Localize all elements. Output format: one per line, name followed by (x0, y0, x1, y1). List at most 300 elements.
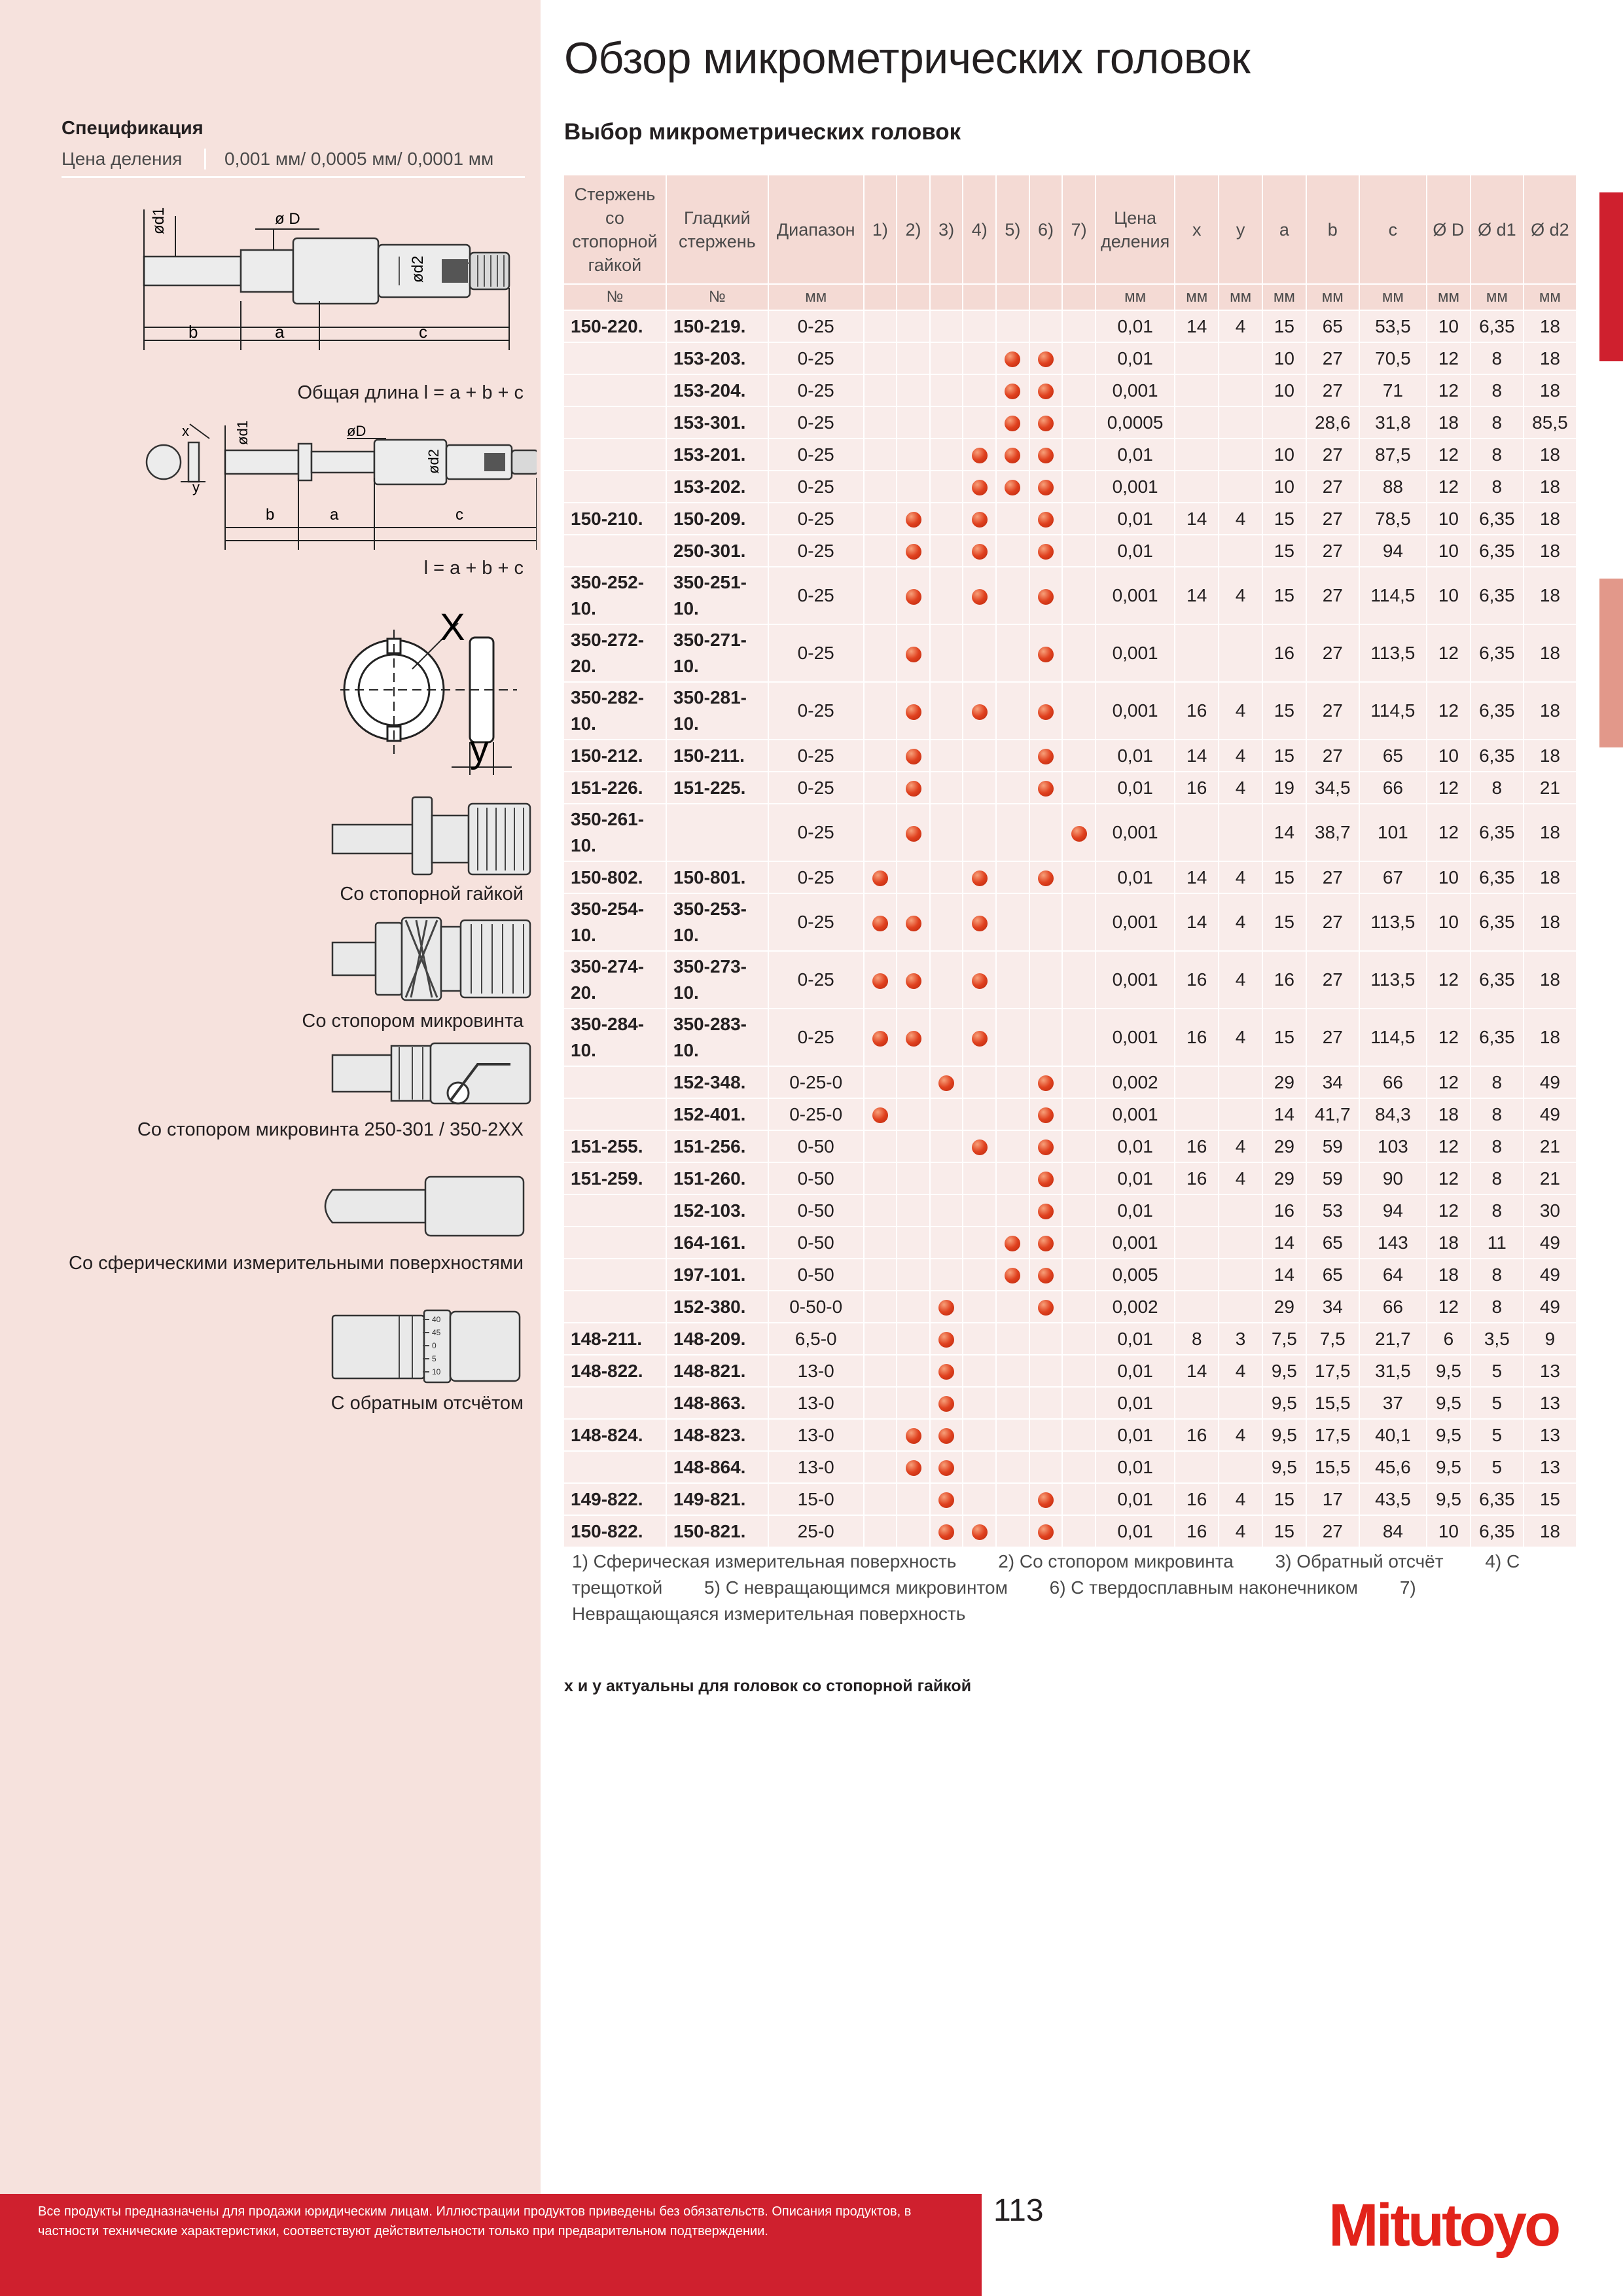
cell-feature-7 (1062, 1451, 1096, 1483)
table-header-cell: 6) (1029, 175, 1063, 284)
cell-feature-5 (996, 1098, 1029, 1130)
cell-feature-5 (996, 374, 1029, 406)
cell-d1: 8 (1471, 1291, 1524, 1323)
cell-feature-6 (1029, 1483, 1063, 1515)
cell-feature-7 (1062, 740, 1096, 772)
cell-feature-5 (996, 804, 1029, 861)
cell-b: 27 (1306, 471, 1359, 503)
cell-resolution: 0,01 (1096, 503, 1175, 535)
cell-c: 53,5 (1359, 310, 1427, 342)
table-header-cell: Ø d2 (1524, 175, 1577, 284)
cell-feature-2 (897, 1387, 930, 1419)
cell-d1: 11 (1471, 1227, 1524, 1259)
cell-feature-2 (897, 535, 930, 567)
cell-feature-5 (996, 1162, 1029, 1194)
table-unit-cell: мм (1262, 284, 1306, 310)
feature-dot-icon (972, 704, 988, 720)
label-a-2: a (330, 506, 339, 524)
cell-c: 21,7 (1359, 1323, 1427, 1355)
cell-feature-1 (864, 861, 897, 893)
cell-feature-1 (864, 374, 897, 406)
table-row (564, 342, 1577, 374)
table-header-cell: 7) (1062, 175, 1096, 284)
cell-c: 65 (1359, 740, 1427, 772)
cell-D: 10 (1427, 503, 1471, 535)
caption-spindle-lock-250: Со стопором микровинта 250-301 / 350-2XX (137, 1119, 524, 1140)
cell-d1: 6,35 (1471, 567, 1524, 624)
cell-feature-1 (864, 342, 897, 374)
cell-feature-5 (996, 1419, 1029, 1451)
table-header-cell: Гладкий стержень (666, 175, 768, 284)
cell-y: 4 (1219, 1130, 1262, 1162)
cell-d1: 8 (1471, 342, 1524, 374)
cell-resolution: 0,01 (1096, 1194, 1175, 1227)
cell-feature-6 (1029, 439, 1063, 471)
cell-feature-4 (963, 439, 996, 471)
feature-dot-icon (1038, 1236, 1054, 1251)
cell-y (1219, 624, 1262, 682)
cell-feature-4 (963, 567, 996, 624)
feature-dot-icon (1005, 480, 1020, 495)
cell-x (1175, 624, 1219, 682)
cell-feature-6 (1029, 406, 1063, 439)
cell-feature-4 (963, 1227, 996, 1259)
cell-range: 0-25 (768, 861, 864, 893)
cell-d2: 18 (1524, 342, 1577, 374)
cell-locknut-no: 151-259. (564, 1162, 666, 1194)
cell-feature-6 (1029, 374, 1063, 406)
feature-dot-icon (872, 1031, 888, 1047)
cell-x (1175, 1291, 1219, 1323)
cell-feature-6 (1029, 1098, 1063, 1130)
feature-dot-icon (872, 1107, 888, 1123)
table-row (564, 740, 1577, 772)
cell-a: 16 (1262, 624, 1306, 682)
feature-dot-icon (972, 480, 988, 495)
cell-feature-7 (1062, 1355, 1096, 1387)
cell-d1: 5 (1471, 1451, 1524, 1483)
cell-y (1219, 374, 1262, 406)
cell-plain-no: 148-209. (666, 1323, 768, 1355)
drawing-spherical (59, 1170, 537, 1242)
cell-b: 27 (1306, 503, 1359, 535)
cell-y: 4 (1219, 1515, 1262, 1547)
cell-x (1175, 439, 1219, 471)
drawing-lock-nut (59, 791, 537, 882)
table-unit-cell (1029, 284, 1063, 310)
cell-feature-1 (864, 624, 897, 682)
cell-a: 15 (1262, 1009, 1306, 1066)
table-row (564, 1227, 1577, 1259)
cell-feature-6 (1029, 567, 1063, 624)
cell-locknut-no (564, 1259, 666, 1291)
cell-D: 18 (1427, 406, 1471, 439)
cell-range: 0-50-0 (768, 1291, 864, 1323)
cell-y (1219, 406, 1262, 439)
cell-feature-5 (996, 1483, 1029, 1515)
caption-reverse: С обратным отсчётом (330, 1393, 524, 1414)
cell-a: 10 (1262, 374, 1306, 406)
table-row (564, 374, 1577, 406)
cell-feature-5 (996, 951, 1029, 1009)
cell-feature-4 (963, 1323, 996, 1355)
cell-feature-7 (1062, 893, 1096, 951)
cell-resolution: 0,01 (1096, 861, 1175, 893)
cell-range: 0-25 (768, 374, 864, 406)
cell-feature-3 (930, 1259, 963, 1291)
cell-a: 14 (1262, 1259, 1306, 1291)
table-row (564, 1194, 1577, 1227)
table-unit-cell (963, 284, 996, 310)
cell-feature-6 (1029, 1451, 1063, 1483)
cell-feature-4 (963, 503, 996, 535)
cell-feature-2 (897, 406, 930, 439)
cell-feature-2 (897, 1355, 930, 1387)
cell-b: 27 (1306, 374, 1359, 406)
table-row (564, 1515, 1577, 1547)
cell-resolution: 0,01 (1096, 1419, 1175, 1451)
cell-feature-5 (996, 624, 1029, 682)
cell-resolution: 0,01 (1096, 342, 1175, 374)
cell-feature-4 (963, 1066, 996, 1098)
cell-feature-6 (1029, 804, 1063, 861)
cell-x: 14 (1175, 567, 1219, 624)
cell-locknut-no: 151-255. (564, 1130, 666, 1162)
cell-feature-4 (963, 1451, 996, 1483)
cell-feature-4 (963, 1355, 996, 1387)
cell-feature-4 (963, 342, 996, 374)
cell-feature-5 (996, 1130, 1029, 1162)
cell-plain-no: 153-301. (666, 406, 768, 439)
table-unit-cell: мм (1096, 284, 1175, 310)
cell-locknut-no (564, 471, 666, 503)
cell-feature-5 (996, 772, 1029, 804)
cell-range: 0-25 (768, 893, 864, 951)
cell-a: 10 (1262, 471, 1306, 503)
section-title: Выбор микрометрических головок (564, 119, 961, 145)
cell-plain-no: 153-203. (666, 342, 768, 374)
cell-feature-1 (864, 1162, 897, 1194)
cell-feature-5 (996, 682, 1029, 740)
label-c-2: c (455, 506, 463, 524)
cell-a: 15 (1262, 740, 1306, 772)
cell-feature-3 (930, 439, 963, 471)
cell-x (1175, 471, 1219, 503)
cell-feature-5 (996, 1227, 1029, 1259)
cell-range: 0-25-0 (768, 1066, 864, 1098)
cell-resolution: 0,01 (1096, 1483, 1175, 1515)
cell-x: 14 (1175, 861, 1219, 893)
cell-feature-1 (864, 567, 897, 624)
cell-x: 16 (1175, 1419, 1219, 1451)
cell-feature-2 (897, 503, 930, 535)
feature-dot-icon (1038, 384, 1054, 399)
cell-feature-4 (963, 1483, 996, 1515)
cell-feature-3 (930, 772, 963, 804)
cell-D: 10 (1427, 310, 1471, 342)
cell-range: 0-25-0 (768, 1098, 864, 1130)
footnote-item: 4) С трещоткой (572, 1551, 1520, 1598)
cell-resolution: 0,005 (1096, 1259, 1175, 1291)
cell-feature-1 (864, 1227, 897, 1259)
cell-d1: 6,35 (1471, 682, 1524, 740)
feature-dot-icon (972, 1139, 988, 1155)
cell-d1: 6,35 (1471, 503, 1524, 535)
cell-plain-no: 148-863. (666, 1387, 768, 1419)
feature-dot-icon (938, 1364, 954, 1380)
caption-spindle-lock: Со стопором микровинта (302, 1011, 524, 1031)
label-X-big: X (440, 606, 465, 649)
table-row (564, 1009, 1577, 1066)
cell-resolution: 0,002 (1096, 1066, 1175, 1098)
feature-dot-icon (906, 1031, 921, 1047)
cell-feature-5 (996, 861, 1029, 893)
cell-y: 4 (1219, 1009, 1262, 1066)
feature-dot-icon (972, 589, 988, 605)
cell-feature-1 (864, 1387, 897, 1419)
cell-range: 0-25 (768, 951, 864, 1009)
label-D-2: øD (347, 423, 366, 439)
cell-d2: 21 (1524, 1130, 1577, 1162)
cell-b: 27 (1306, 682, 1359, 740)
selection-table (564, 175, 1577, 1547)
cell-c: 114,5 (1359, 567, 1427, 624)
cell-D: 9,5 (1427, 1483, 1471, 1515)
cell-d1: 5 (1471, 1387, 1524, 1419)
footer-disclaimer: Все продукты предназначены для продажи юридическим лицам. Иллюстрации продуктов приведены без обязательств. Описания продуктов, в частности технические характеристики, соответствуют действительности только при предварительном подтверждении. (38, 2204, 912, 2238)
drawing-head-dimensions (59, 203, 537, 373)
cell-feature-7 (1062, 503, 1096, 535)
feature-dot-icon (1038, 1204, 1054, 1219)
cell-range: 0-25 (768, 740, 864, 772)
cell-d2: 49 (1524, 1098, 1577, 1130)
cell-D: 9,5 (1427, 1451, 1471, 1483)
cell-feature-4 (963, 1387, 996, 1419)
cell-feature-4 (963, 1515, 996, 1547)
cell-plain-no: 150-821. (666, 1515, 768, 1547)
cell-d1: 6,35 (1471, 804, 1524, 861)
cell-feature-6 (1029, 1291, 1063, 1323)
feature-dot-icon (1038, 416, 1054, 431)
cell-b: 59 (1306, 1162, 1359, 1194)
cell-d1: 8 (1471, 1130, 1524, 1162)
cell-c: 87,5 (1359, 439, 1427, 471)
feature-dot-icon (938, 1428, 954, 1444)
caption-lock-nut: Со стопорной гайкой (340, 884, 524, 905)
cell-c: 84,3 (1359, 1098, 1427, 1130)
cell-a: 15 (1262, 535, 1306, 567)
cell-feature-5 (996, 1387, 1029, 1419)
cell-feature-7 (1062, 342, 1096, 374)
feature-dot-icon (972, 1031, 988, 1047)
cell-feature-3 (930, 1098, 963, 1130)
cell-feature-1 (864, 503, 897, 535)
cell-b: 27 (1306, 342, 1359, 374)
cell-locknut-no (564, 342, 666, 374)
cell-locknut-no: 150-210. (564, 503, 666, 535)
cell-c: 113,5 (1359, 893, 1427, 951)
cell-a: 15 (1262, 1483, 1306, 1515)
cell-feature-7 (1062, 567, 1096, 624)
cell-x: 8 (1175, 1323, 1219, 1355)
cell-feature-2 (897, 1259, 930, 1291)
cell-feature-6 (1029, 740, 1063, 772)
cell-feature-1 (864, 1515, 897, 1547)
cell-c: 94 (1359, 1194, 1427, 1227)
cell-y: 4 (1219, 310, 1262, 342)
feature-dot-icon (1005, 1236, 1020, 1251)
label-c: c (419, 322, 427, 342)
cell-c: 88 (1359, 471, 1427, 503)
cell-d1: 6,35 (1471, 624, 1524, 682)
cell-range: 0-25 (768, 535, 864, 567)
cell-d2: 85,5 (1524, 406, 1577, 439)
cell-locknut-no: 350-252-10. (564, 567, 666, 624)
cell-feature-3 (930, 804, 963, 861)
cell-feature-6 (1029, 471, 1063, 503)
cell-a: 15 (1262, 310, 1306, 342)
table-row (564, 535, 1577, 567)
footnote-item: 1) Сферическая измерительная поверхность (572, 1551, 957, 1571)
cell-locknut-no: 148-824. (564, 1419, 666, 1451)
cell-range: 0-25 (768, 804, 864, 861)
table-row (564, 406, 1577, 439)
cell-feature-4 (963, 624, 996, 682)
cell-feature-4 (963, 893, 996, 951)
cell-D: 12 (1427, 1009, 1471, 1066)
cell-a: 9,5 (1262, 1387, 1306, 1419)
cell-feature-1 (864, 1259, 897, 1291)
cell-locknut-no (564, 439, 666, 471)
table-unit-cell (1062, 284, 1096, 310)
cell-y: 3 (1219, 1323, 1262, 1355)
table-unit-cell: мм (1471, 284, 1524, 310)
cell-D: 9,5 (1427, 1419, 1471, 1451)
cell-b: 27 (1306, 740, 1359, 772)
cell-plain-no: 153-202. (666, 471, 768, 503)
cell-locknut-no: 151-226. (564, 772, 666, 804)
cell-b: 15,5 (1306, 1451, 1359, 1483)
cell-d2: 13 (1524, 1387, 1577, 1419)
cell-feature-6 (1029, 682, 1063, 740)
cell-feature-4 (963, 1098, 996, 1130)
cell-x: 16 (1175, 682, 1219, 740)
cell-b: 27 (1306, 535, 1359, 567)
table-row (564, 804, 1577, 861)
cell-range: 0-25 (768, 567, 864, 624)
cell-feature-6 (1029, 1323, 1063, 1355)
cell-x (1175, 374, 1219, 406)
cell-feature-3 (930, 893, 963, 951)
table-row (564, 624, 1577, 682)
cell-feature-2 (897, 374, 930, 406)
cell-feature-5 (996, 893, 1029, 951)
cell-resolution: 0,001 (1096, 804, 1175, 861)
cell-d2: 18 (1524, 310, 1577, 342)
cell-feature-2 (897, 951, 930, 1009)
cell-resolution: 0,01 (1096, 1355, 1175, 1387)
table-header-cell: Цена деления (1096, 175, 1175, 284)
cell-plain-no: 350-273-10. (666, 951, 768, 1009)
cell-range: 0-25 (768, 1009, 864, 1066)
cell-feature-1 (864, 310, 897, 342)
feature-dot-icon (906, 647, 921, 662)
cell-y (1219, 804, 1262, 861)
cell-feature-2 (897, 682, 930, 740)
cell-feature-4 (963, 1194, 996, 1227)
cell-d2: 18 (1524, 374, 1577, 406)
cell-a: 29 (1262, 1162, 1306, 1194)
cell-feature-3 (930, 1483, 963, 1515)
table-row (564, 1259, 1577, 1291)
cell-locknut-no: 350-261-10. (564, 804, 666, 861)
cell-locknut-no: 350-282-10. (564, 682, 666, 740)
cell-feature-2 (897, 804, 930, 861)
cell-range: 13-0 (768, 1355, 864, 1387)
feature-dot-icon (906, 704, 921, 720)
table-header-cell: Ø d1 (1471, 175, 1524, 284)
edge-tab-primary (1599, 192, 1623, 361)
cell-b: 27 (1306, 893, 1359, 951)
cell-feature-4 (963, 1130, 996, 1162)
cell-feature-1 (864, 1194, 897, 1227)
cell-feature-7 (1062, 1009, 1096, 1066)
table-row (564, 893, 1577, 951)
cell-plain-no: 148-864. (666, 1451, 768, 1483)
cell-a: 16 (1262, 951, 1306, 1009)
table-header-cell: x (1175, 175, 1219, 284)
cell-b: 59 (1306, 1130, 1359, 1162)
cell-c: 114,5 (1359, 682, 1427, 740)
cell-c: 113,5 (1359, 624, 1427, 682)
table-row (564, 951, 1577, 1009)
cell-feature-3 (930, 406, 963, 439)
cell-feature-6 (1029, 535, 1063, 567)
cell-c: 84 (1359, 1515, 1427, 1547)
cell-feature-3 (930, 1227, 963, 1259)
spec-heading: Спецификация (62, 118, 204, 139)
cell-range: 0-50 (768, 1162, 864, 1194)
cell-feature-2 (897, 1323, 930, 1355)
cell-locknut-no: 149-822. (564, 1483, 666, 1515)
cell-b: 17,5 (1306, 1355, 1359, 1387)
cell-feature-6 (1029, 1515, 1063, 1547)
cell-feature-2 (897, 624, 930, 682)
feature-dot-icon (1071, 826, 1087, 842)
feature-dot-icon (906, 512, 921, 528)
cell-c: 45,6 (1359, 1451, 1427, 1483)
cell-resolution: 0,001 (1096, 1009, 1175, 1066)
cell-D: 12 (1427, 1194, 1471, 1227)
table-header-cell: b (1306, 175, 1359, 284)
cell-locknut-no (564, 406, 666, 439)
feature-dot-icon (1038, 1075, 1054, 1091)
cell-locknut-no: 150-822. (564, 1515, 666, 1547)
caption-spherical: Со сферическими измерительными поверхностями (69, 1253, 524, 1274)
cell-range: 0-25 (768, 310, 864, 342)
cell-x: 16 (1175, 1483, 1219, 1515)
table-row (564, 1130, 1577, 1162)
cell-locknut-no (564, 535, 666, 567)
cell-feature-3 (930, 1130, 963, 1162)
cell-a: 15 (1262, 861, 1306, 893)
spec-row (62, 149, 525, 178)
cell-c: 66 (1359, 1066, 1427, 1098)
cell-d1: 6,35 (1471, 1009, 1524, 1066)
cell-d1: 8 (1471, 1194, 1524, 1227)
cell-d2: 49 (1524, 1259, 1577, 1291)
cell-a: 7,5 (1262, 1323, 1306, 1355)
